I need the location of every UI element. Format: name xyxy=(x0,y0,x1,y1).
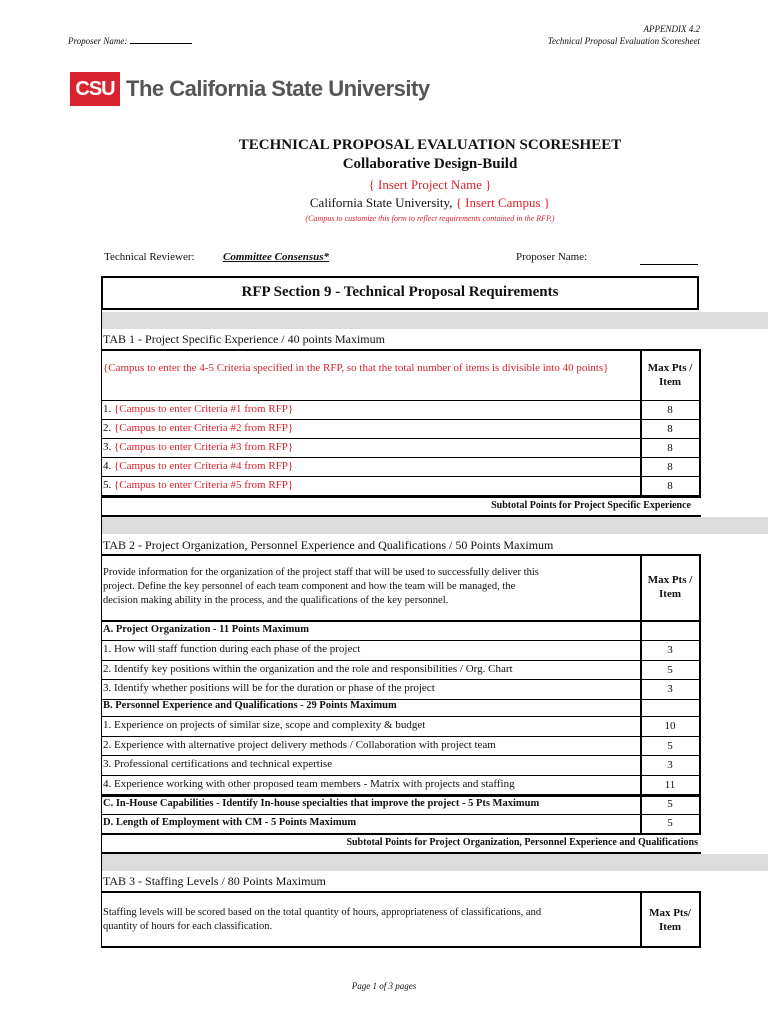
row-divider xyxy=(101,755,699,756)
technical-reviewer-value: Committee Consensus* xyxy=(223,251,330,263)
proposer-name-header: Proposer Name: xyxy=(68,36,192,46)
document-subtitle: Collaborative Design-Build xyxy=(342,156,518,172)
university-campus-line: California State University, { Insert Campus } xyxy=(309,195,551,210)
criteria-text: {Campus to enter Criteria #5 from RFP} xyxy=(114,479,294,491)
criteria-row-text xyxy=(103,479,293,491)
document-title: TECHNICAL PROPOSAL EVALUATION SCORESHEET xyxy=(238,137,622,153)
row-divider xyxy=(101,457,699,458)
tab2-intro: Provide information for the organization of the project staff that will be used to successfully deliver this project. Define the key personnel of each team component and how the team will be managed, the decision making ability in the process, and the qualifications of the key personnel. xyxy=(103,567,539,606)
criteria-max-points: 8 xyxy=(667,442,673,454)
spacer-band xyxy=(102,854,768,871)
tab3-intro: Staffing levels will be scored based on the total quantity of hours, appropriateness of classifications, and quantity of hours for each classification. xyxy=(103,907,542,932)
criteria-text: Identify whether positions will be for the duration or phase of the project xyxy=(114,682,435,694)
tab1-max-header: Max Pts / Item xyxy=(647,362,693,388)
criteria-row-text xyxy=(103,739,496,751)
row-divider xyxy=(101,660,699,661)
row-divider xyxy=(101,476,699,477)
criteria-row-text xyxy=(103,403,293,415)
tab2-section-c-pts: 5 xyxy=(667,798,673,810)
spacer-band xyxy=(102,312,768,329)
criteria-text: {Campus to enter Criteria #3 from RFP} xyxy=(114,441,294,453)
criteria-number: 2. xyxy=(103,662,112,675)
criteria-max-points: 3 xyxy=(667,644,673,656)
technical-reviewer-label: Technical Reviewer: xyxy=(104,251,195,263)
row-divider xyxy=(101,438,699,439)
criteria-row-text xyxy=(103,778,515,790)
customize-note: (Campus to customize this form to reflect requirements contained in the RFP.) xyxy=(305,214,555,223)
tab2-section-d-pts: 5 xyxy=(667,817,673,829)
criteria-text: Experience working with other proposed team members - Matrix with projects and staffing xyxy=(114,777,515,790)
tab3-max-header: Max Pts/ Item xyxy=(649,907,691,933)
criteria-text: {Campus to enter Criteria #1 from RFP} xyxy=(114,403,294,415)
criteria-number: 4. xyxy=(103,460,112,472)
section-title: RFP Section 9 - Technical Proposal Requirements xyxy=(241,284,559,300)
criteria-row-text xyxy=(103,719,425,731)
criteria-row-text xyxy=(103,422,293,434)
tab2-section-a-title: A. Project Organization - 11 Points Maximum xyxy=(103,624,309,635)
page-footer: Page 1 of 3 pages xyxy=(351,981,417,991)
criteria-max-points: 11 xyxy=(664,778,676,791)
row-divider xyxy=(101,775,699,776)
document-name-header: Technical Proposal Evaluation Scoresheet xyxy=(547,36,700,46)
criteria-text: How will staff function during each phase of the project xyxy=(114,643,361,655)
criteria-max-points: 5 xyxy=(667,739,673,752)
proposer-name-label: Proposer Name: xyxy=(516,251,588,263)
criteria-row-text xyxy=(103,682,435,694)
tab2-section-d-title: D. Length of Employment with CM - 5 Points Maximum xyxy=(103,817,357,828)
criteria-max-points: 8 xyxy=(667,423,673,435)
criteria-number: 3. xyxy=(103,758,112,770)
criteria-max-points: 10 xyxy=(664,720,676,732)
criteria-text: Professional certifications and technical expertise xyxy=(114,758,333,770)
tab1-intro: {Campus to enter the 4-5 Criteria specified in the RFP, so that the total number of items is divisible into 40 points} xyxy=(103,362,609,374)
tab2-max-header: Max Pts / Item xyxy=(647,574,693,600)
tab3-title: TAB 3 - Staffing Levels / 80 Points Maximum xyxy=(103,874,326,888)
criteria-row-text xyxy=(103,441,293,453)
insert-project-name: { Insert Project Name } xyxy=(368,177,492,192)
criteria-max-points: 3 xyxy=(667,759,673,771)
criteria-text: Experience with alternative project delivery methods / Collaboration with project team xyxy=(114,738,496,751)
criteria-max-points: 8 xyxy=(667,461,673,473)
criteria-number: 3. xyxy=(103,441,112,453)
criteria-max-points: 8 xyxy=(667,480,673,492)
criteria-number: 1. xyxy=(103,643,112,655)
criteria-number: 1. xyxy=(103,719,112,731)
criteria-max-points: 5 xyxy=(667,663,673,676)
proposer-name-line xyxy=(640,264,698,265)
tab2-section-c-title: C. In-House Capabilities - Identify In-house specialties that improve the project - 5 Pts Maximum xyxy=(103,798,540,809)
row-divider xyxy=(101,736,699,737)
criteria-number: 2. xyxy=(103,422,112,434)
criteria-text: Identify key positions within the organization and the role and responsibilities / Org. Chart xyxy=(114,662,513,675)
criteria-number: 3. xyxy=(103,682,112,694)
row-divider xyxy=(101,419,699,420)
criteria-text: Experience on projects of similar size, scope and complexity & budget xyxy=(114,719,426,731)
csu-logo-mark: CSU xyxy=(70,72,120,106)
criteria-max-points: 3 xyxy=(667,683,673,695)
csu-logo-text: The California State University xyxy=(126,76,430,101)
row-divider xyxy=(101,679,699,680)
criteria-row-text xyxy=(103,460,293,472)
tab2-title: TAB 2 - Project Organization, Personnel Experience and Qualifications / 50 Points Maximum xyxy=(103,538,554,552)
criteria-text: {Campus to enter Criteria #2 from RFP} xyxy=(114,422,294,434)
criteria-number: 5. xyxy=(103,479,112,491)
criteria-row-text xyxy=(103,663,513,675)
criteria-number: 4. xyxy=(103,777,112,790)
tab1-title: TAB 1 - Project Specific Experience / 40 points Maximum xyxy=(103,332,385,346)
tab2-section-b-title: B. Personnel Experience and Qualifications - 29 Points Maximum xyxy=(103,700,397,711)
appendix-label: APPENDIX 4.2 xyxy=(643,24,700,34)
criteria-text: {Campus to enter Criteria #4 from RFP} xyxy=(114,460,294,472)
criteria-number: 1. xyxy=(103,403,112,415)
criteria-row-text xyxy=(103,758,332,770)
tab2-subtotal: Subtotal Points for Project Organization, Personnel Experience and Qualifications xyxy=(346,837,698,848)
criteria-max-points: 8 xyxy=(667,404,673,416)
criteria-row-text xyxy=(103,643,360,655)
tab1-subtotal: Subtotal Points for Project Specific Experience xyxy=(491,500,691,511)
spacer-band xyxy=(102,517,768,534)
criteria-number: 2. xyxy=(103,738,112,751)
